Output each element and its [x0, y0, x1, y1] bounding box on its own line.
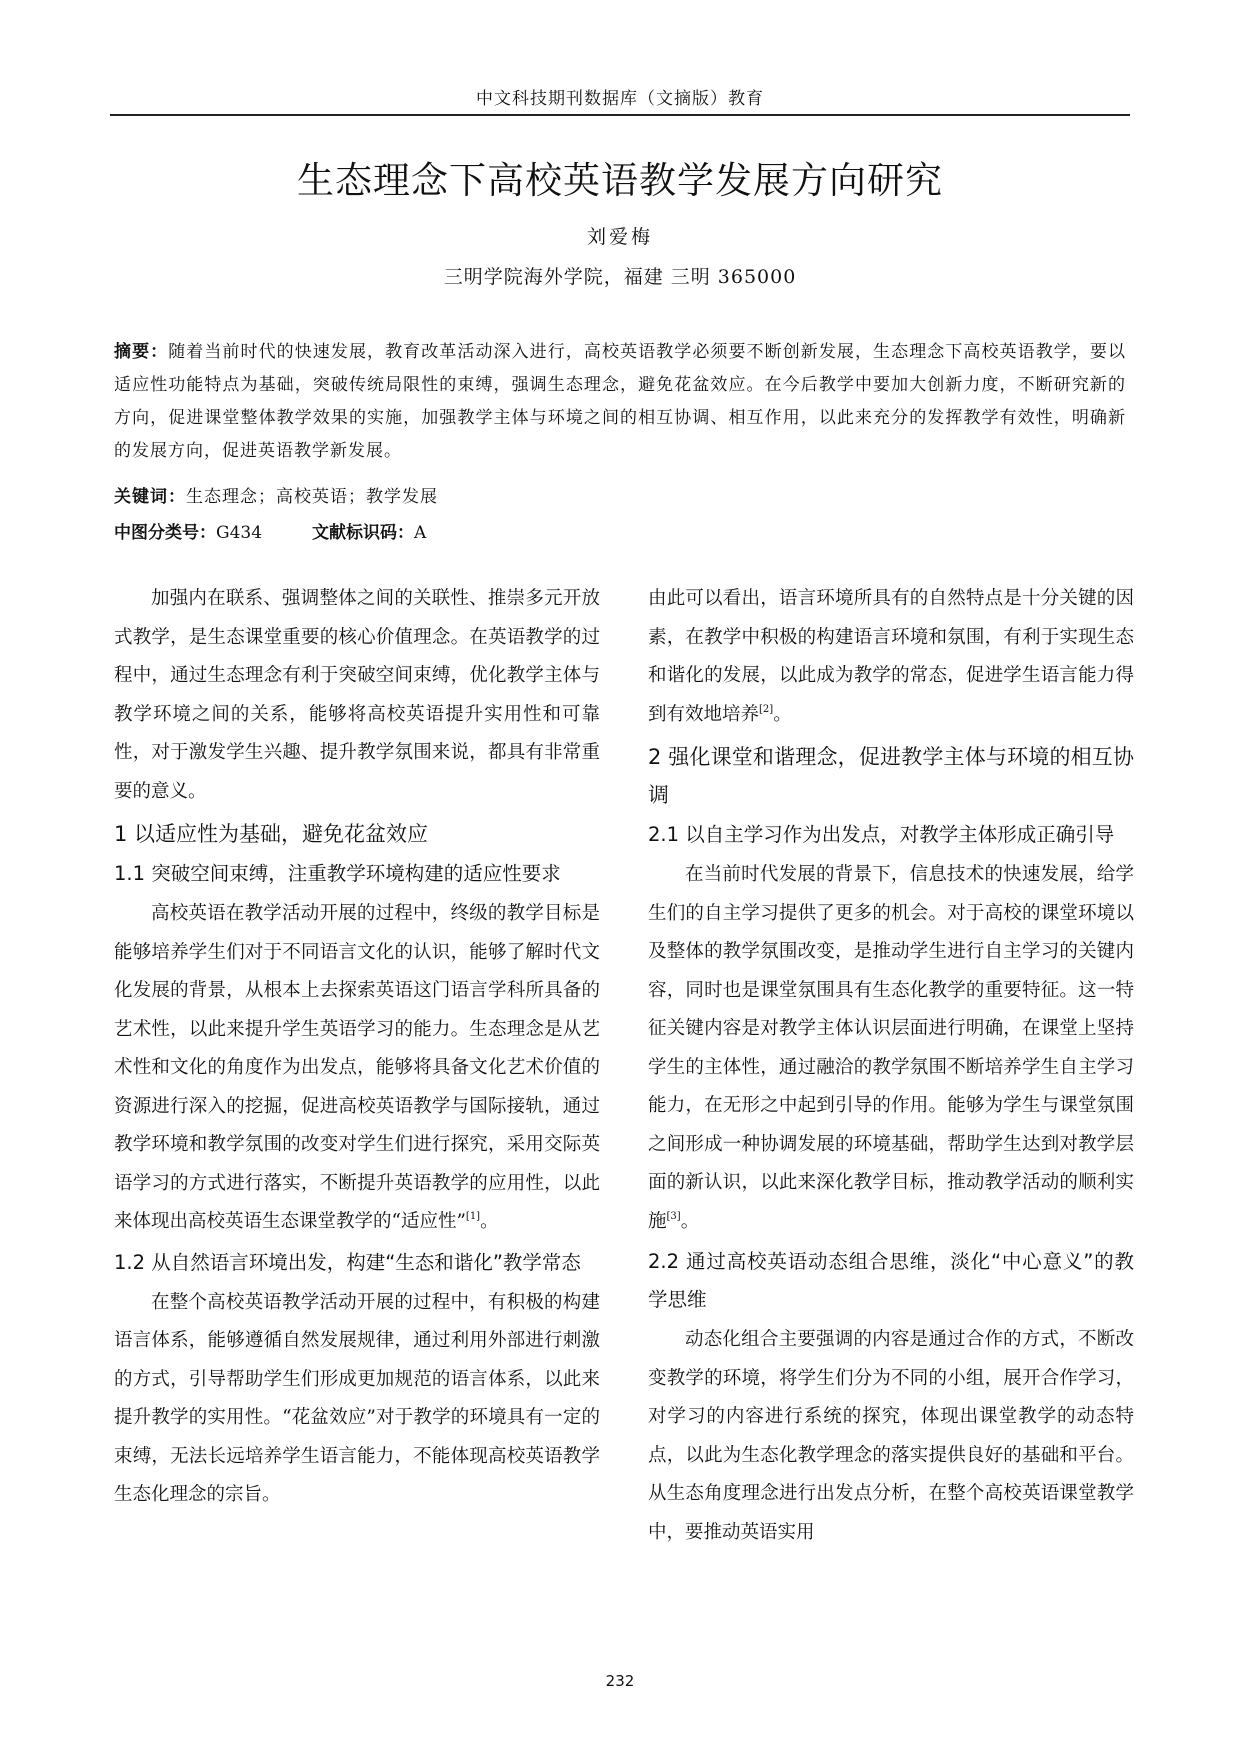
section-2-1-heading: 2.1 以自主学习作为出发点，对教学主体形成正确引导	[648, 823, 1115, 846]
reference-3: [3]	[666, 1210, 681, 1222]
abstract-label: 摘要：	[114, 342, 169, 362]
classification-line	[114, 518, 426, 543]
continued-paragraph	[648, 580, 1134, 734]
section-2-1-end: 。	[680, 1210, 700, 1232]
abstract-text: 随着当前时代的快速发展，教育改革活动深入进行，高校英语教学必须要不断创新发展，生态理念下高校英语教学，要以适应性功能特点为基础，突破传统局限性的束缚，强调生态理念，避免花盆效应。在今后教学中要加大创新力度，不断研究新的方向，促进课堂整体教学效果的实施，加强教学主体与环境之间的相互协调、相互作用，以此来充分的发挥教学有效性，明确新的发展方向，促进英语教学新发展。	[114, 342, 1126, 461]
section-1-1-text: 高校英语在教学活动开展的过程中，终级的教学目标是能够培养学生们对于不同语言文化的认识，能够了解时代文化发展的背景，从根本上去探索英语这门语言学科所具备的艺术性，以此来提升学生英语学习的能力。生态理念是从艺术性和文化的角度作为出发点，能够将具备文化艺术价值的资源进行深入的挖掘，促进高校英语教学与国际接轨，通过教学环境和教学氛围的改变对学生们进行探究，采用交际英语学习的方式进行落实，不断提升英语教学的应用性，以此来体现出高校英语生态课堂教学的“适应性”	[114, 903, 600, 1232]
reference-2: [2]	[759, 703, 774, 715]
right-column	[648, 580, 1134, 1552]
section-2-2-heading: 2.2 通过高校英语动态组合思维，淡化“中心意义”的教学思维	[648, 1250, 1134, 1311]
doc-code-value: A	[414, 523, 427, 543]
keywords	[114, 482, 438, 507]
section-1-2-paragraph: 在整个高校英语教学活动开展的过程中，有积极的构建语言体系，能够遵循自然发展规律，通过利用外部进行刺激的方式，引导帮助学生们形成更加规范的语言体系，以此来提升教学的实用性。“花盆效应”对于教学的环境具有一定的束缚，无法长远培养学生语言能力，不能体现高校英语教学生态化理念的宗旨。	[114, 1291, 600, 1505]
author-name: 刘爱梅	[586, 226, 653, 248]
page-number: 232	[605, 1672, 635, 1690]
section-1-1-end: 。	[480, 1211, 499, 1232]
clc-value: G434	[216, 523, 263, 543]
continued-text: 由此可以看出，语言环境所具有的自然特点是十分关键的因素，在教学中积极的构建语言环境和氛围，有利于实现生态和谐化的发展，以此成为教学的常态，促进学生语言能力得到有效地培养	[648, 588, 1134, 725]
section-1-heading: 1 以适应性为基础，避免花盆效应	[114, 822, 429, 846]
reference-1: [1]	[465, 1211, 481, 1222]
intro-paragraph: 加强内在联系、强调整体之间的关联性、推崇多元开放式教学，是生态课堂重要的核心价值理念。在英语教学的过程中，通过生态理念有利于突破空间束缚，优化教学主体与教学环境之间的关系，能够将高校英语提升实用性和可靠性，对于激发学生兴趣、提升教学氛围来说，都具有非常重要的意义。	[114, 588, 600, 802]
clc-label: 中图分类号：	[114, 523, 216, 543]
author-affiliation: 三明学院海外学院，福建 三明 365000	[443, 266, 797, 288]
keywords-label: 关键词：	[114, 487, 186, 507]
continued-end: 。	[773, 703, 792, 725]
doc-code-label: 文献标识码：	[312, 523, 415, 543]
section-1-2-heading: 1.2 从自然语言环境出发，构建“生态和谐化”教学常态	[114, 1250, 581, 1274]
abstract	[114, 336, 1126, 468]
section-2-1-text: 在当前时代发展的背景下，信息技术的快速发展，给学生们的自主学习提供了更多的机会。对于高校的课堂环境以及整体的教学氛围改变，是推动学生进行自主学习的关键内容，同时也是课堂氛围具有生态化教学的重要特征。这一特征关键内容是对教学主体认识层面进行明确，在课堂上坚持学生的主体性，通过融洽的教学氛围不断培养学生自主学习能力，在无形之中起到引导的作用。能够为学生与课堂氛围之间形成一种协调发展的环境基础，帮助学生达到对教学层面的新认识，以此来深化教学目标，推动教学活动的顺利实施	[648, 864, 1134, 1232]
section-2-heading: 2 强化课堂和谐理念，促进教学主体与环境的相互协调	[648, 745, 1134, 807]
section-1-1-paragraph	[114, 895, 600, 1242]
keywords-text: 生态理念；高校英语；教学发展	[186, 487, 438, 507]
section-2-1-paragraph	[648, 856, 1134, 1241]
paper-title: 生态理念下高校英语教学发展方向研究	[297, 159, 943, 202]
journal-name: 中文科技期刊数据库（文摘版）教育	[476, 89, 764, 109]
section-1-1-heading: 1.1 突破空间束缚，注重教学环境构建的适应性要求	[114, 862, 561, 885]
section-2-2-paragraph: 动态化组合主要强调的内容是通过合作的方式，不断改变教学的环境，将学生们分为不同的小组，展开合作学习，对学习的内容进行系统的探究，体现出课堂教学的动态特点，以此为生态化教学理念的落实提供良好的基础和平台。从生态角度理念进行出发点分析，在整个高校英语课堂教学中，要推动英语实用	[648, 1329, 1134, 1543]
left-column	[114, 580, 600, 1515]
running-header	[110, 84, 1130, 116]
